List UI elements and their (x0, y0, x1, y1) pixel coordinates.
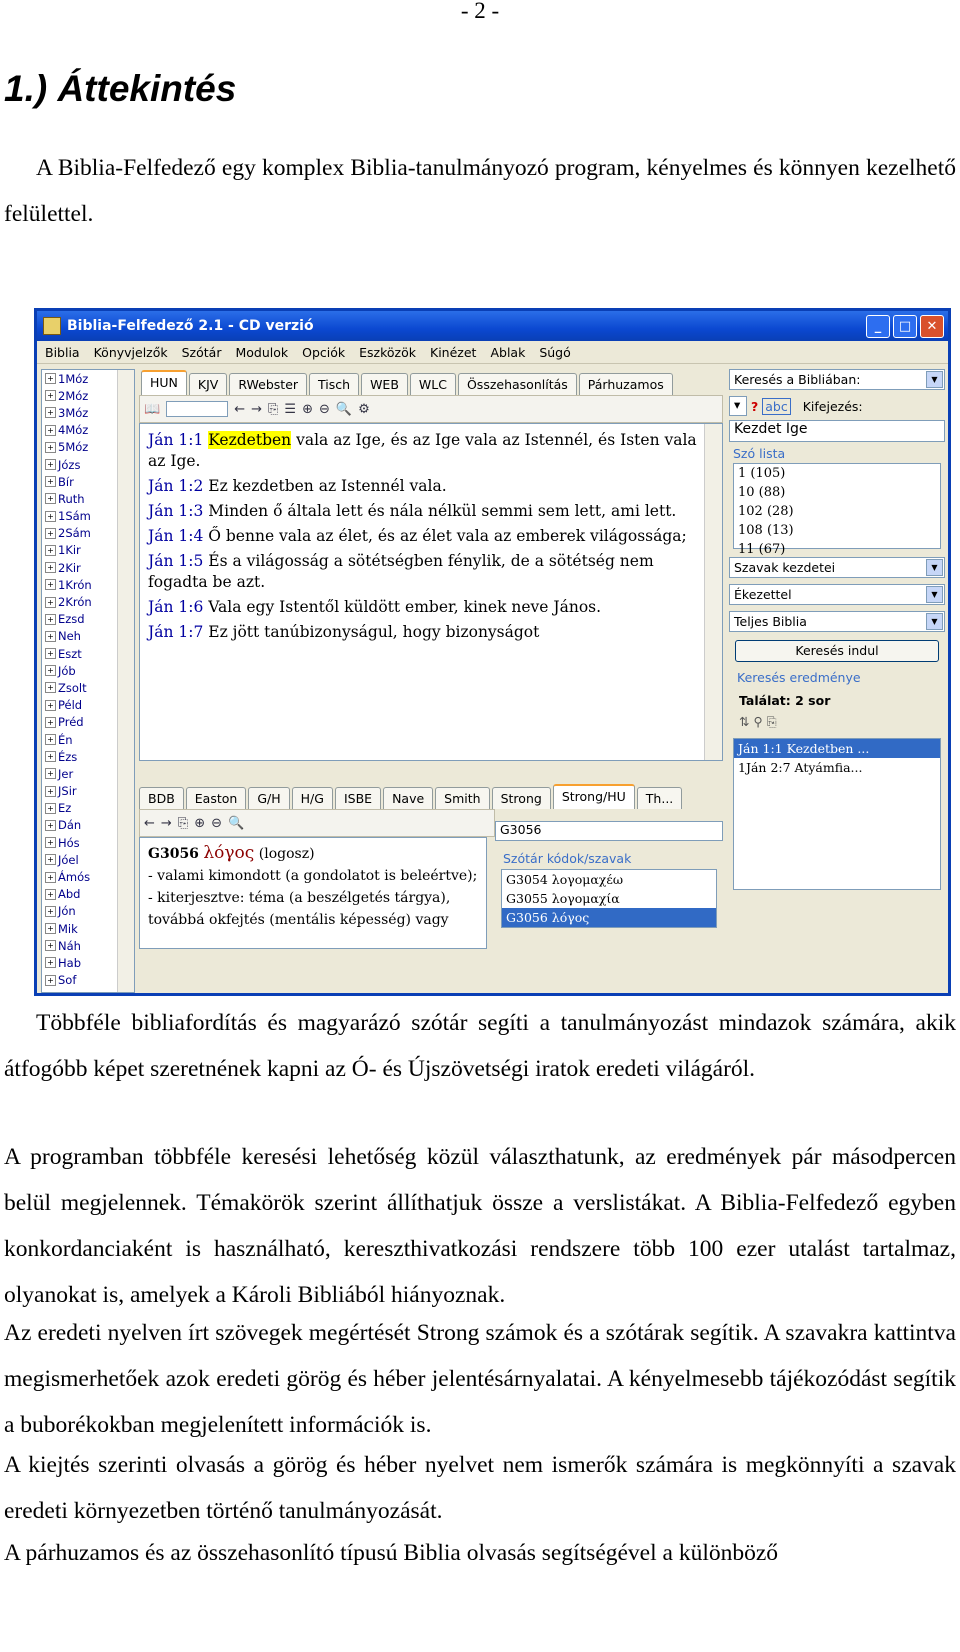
expand-icon[interactable]: + (45, 751, 56, 762)
back-icon[interactable]: ← (234, 401, 246, 417)
tab-nave[interactable]: Nave (383, 787, 433, 809)
book-label: Mik (58, 921, 78, 936)
word-list-label: Szó lista (733, 446, 786, 461)
expand-icon[interactable]: + (45, 803, 56, 814)
dict-forward-icon[interactable]: → (160, 815, 172, 831)
app-icon (43, 317, 61, 335)
results-list (733, 738, 941, 890)
expand-icon[interactable]: + (45, 425, 56, 436)
code-item[interactable]: G3054 λογομαχέω (506, 872, 624, 887)
dict-greek: λόγος (203, 843, 255, 863)
book-label: Jer (58, 766, 74, 781)
book-label: Jón (58, 904, 76, 919)
expand-icon[interactable]: + (45, 923, 56, 934)
verse-text: Vala egy Istentől küldött ember, kinek neve János. (208, 598, 602, 616)
expand-icon[interactable]: + (45, 390, 56, 401)
verse-text: És a világosság a sötétségben fénylik, de a sötétség nem fogadta be azt. (148, 552, 654, 591)
book-label: 1Kir (58, 543, 81, 558)
code-list (501, 869, 717, 928)
tab-easton[interactable]: Easton (186, 787, 247, 809)
tab-hun[interactable]: HUN (141, 370, 187, 395)
menu-eszkozok[interactable]: Eszközök (359, 344, 417, 360)
book-label: JSir (58, 784, 77, 799)
copy-results-icon[interactable]: ⎘ (766, 714, 777, 729)
expand-icon[interactable]: + (45, 957, 56, 968)
expand-icon[interactable]: + (45, 459, 56, 470)
book-label: Péld (58, 698, 83, 713)
book-label: Náh (58, 938, 81, 953)
verse-ref[interactable]: Ján 1:2 (148, 477, 204, 495)
expand-icon[interactable]: + (45, 614, 56, 625)
book-label: 1Sám (58, 509, 91, 524)
expand-icon[interactable]: + (45, 648, 56, 659)
tab-gh[interactable]: G/H (248, 787, 289, 809)
format-icon[interactable]: ☰ (284, 401, 297, 417)
title-bar (37, 311, 948, 341)
verse-ref[interactable]: Ján 1:7 (148, 623, 204, 641)
zoom-in-icon[interactable]: ⊕ (302, 401, 313, 417)
start-search-button[interactable]: Keresés indul (735, 640, 939, 662)
tab-bdb[interactable]: BDB (139, 787, 184, 809)
menu-biblia[interactable]: Biblia (45, 344, 80, 360)
word-list (733, 463, 941, 557)
expr-input[interactable]: Kezdet Ige (729, 420, 945, 442)
book-label: 2Krón (58, 595, 92, 610)
tab-parhuzamos[interactable]: Párhuzamos (579, 373, 673, 395)
dict-back-icon[interactable]: ← (144, 815, 155, 831)
expand-icon[interactable]: + (45, 373, 56, 384)
verse-ref[interactable]: Ján 1:3 (148, 502, 204, 520)
paragraph-1 (4, 1000, 956, 1092)
results-label: Keresés eredménye (737, 670, 861, 685)
paragraph-4: A kiejtés szerinti olvasás a görög és héber nyelvet nem ismerők számára is megkönnyíti a szavak eredeti környezetben történő tanulmányozását. (4, 1452, 956, 1524)
verse-ref[interactable]: Ján 1:5 (148, 552, 204, 570)
tab-isbe[interactable]: ISBE (335, 787, 381, 809)
tab-rwebster[interactable]: RWebster (229, 373, 307, 395)
menu-modulok[interactable]: Modulok (235, 344, 289, 360)
dict-line: - kiterjesztve: téma (a beszélgetés tárgya), (148, 890, 451, 906)
book-label: Ámós (58, 870, 91, 885)
word-item[interactable]: 102 (28) (738, 504, 794, 519)
chevron-down-icon: ▼ (926, 559, 943, 576)
expand-icon[interactable]: + (45, 562, 56, 573)
expand-icon[interactable]: + (45, 717, 56, 728)
code-search-panel (495, 821, 723, 928)
word-item[interactable]: 108 (13) (738, 523, 794, 538)
dict-code: G3056 (148, 846, 199, 862)
chevron-down-icon: ▼ (926, 371, 943, 388)
filter-icon[interactable]: ⚲ (753, 714, 763, 729)
verse-ref[interactable]: Ján 1:4 (148, 527, 204, 545)
word-item[interactable]: 11 (67) (738, 542, 786, 557)
menu-szotar[interactable]: Szótár (181, 344, 222, 360)
book-label: Hab (58, 955, 81, 970)
page-number: - 2 - (460, 0, 500, 23)
text-scrollbar[interactable] (704, 424, 722, 760)
book-label: 1Krón (58, 577, 92, 592)
maximize-icon[interactable]: □ (893, 315, 917, 338)
expand-icon[interactable]: + (45, 700, 56, 711)
expand-icon[interactable]: + (45, 493, 56, 504)
expand-icon[interactable]: + (45, 872, 56, 883)
code-item[interactable]: G3055 λογομαχία (506, 891, 620, 906)
book-label: 4Móz (58, 423, 89, 438)
section-heading: 1.) Áttekintés (4, 68, 237, 109)
dict-copy-icon[interactable]: ⎘ (177, 815, 189, 831)
result-item[interactable]: 1Ján 2:7 Atyámfia... (738, 760, 863, 775)
paragraph-1-text: Többféle bibliafordítás és magyarázó szótár segíti a tanulmányozást mindazok számára, akik átfogóbb képet szeretnének kapni az Ó- és Újszövetségi iratok eredeti világáról. (4, 1010, 956, 1082)
verse (148, 501, 700, 522)
settings-icon[interactable]: ⚙ (358, 401, 370, 417)
book-label: Préd (58, 715, 84, 730)
tree-scrollbar[interactable] (117, 370, 134, 992)
book-label: 2Móz (58, 388, 89, 403)
book-label: Jób (58, 663, 76, 678)
tab-strong-hu[interactable]: Strong/HU (553, 784, 635, 809)
expand-icon[interactable]: + (45, 889, 56, 900)
expand-icon[interactable]: + (45, 854, 56, 865)
book-label: 2Sám (58, 526, 91, 541)
book-label: Bír (58, 474, 74, 489)
option-select-1[interactable]: Szavak kezdetei ▼ (729, 557, 945, 578)
option-select-3[interactable]: Teljes Biblia ▼ (729, 611, 945, 632)
verse-ref[interactable]: Ján 1:6 (148, 598, 204, 616)
book-label: 2Kir (58, 560, 81, 575)
tab-hg[interactable]: H/G (292, 787, 333, 809)
verse (148, 551, 700, 593)
menu-bar (37, 341, 948, 364)
bible-toolbar (139, 395, 723, 423)
close-icon[interactable]: ✕ (920, 315, 944, 338)
book-label: Zsolt (58, 680, 87, 695)
menu-konyvjelzok[interactable]: Könyvjelzők (93, 344, 168, 360)
intro-paragraph (4, 145, 956, 237)
expand-icon[interactable]: + (45, 476, 56, 487)
verse-text: Minden ő általa lett és nála nélkül semmi sem lett, ami lett. (208, 502, 677, 520)
book-label: Neh (58, 629, 81, 644)
search-icon[interactable]: 🔍 (335, 401, 353, 417)
expand-icon[interactable]: + (45, 528, 56, 539)
search-mode-select[interactable]: Keresés a Bibliában: ▼ (729, 369, 945, 390)
expand-icon[interactable]: + (45, 665, 56, 676)
verse (148, 526, 700, 547)
expand-icon[interactable]: + (45, 940, 56, 951)
book-label: Abd (58, 887, 81, 902)
book-label: Hós (58, 835, 80, 850)
verse (148, 430, 700, 472)
book-label: Sof (58, 973, 77, 988)
results-toolbar (739, 714, 945, 730)
book-label: Ruth (58, 491, 85, 506)
code-item-selected[interactable]: G3056 λόγος (502, 908, 716, 927)
menu-sugo[interactable]: Súgó (539, 344, 571, 360)
paragraph-3: Az eredeti nyelven írt szövegek megértését Strong számok és a szótárak segítik. A szavakra kattintva megismerhetőek azok eredeti görög és héber jelentésárnyalatai. A kényelmesebb tájékozódást segítik a buborékokban megjelenített információk is. (4, 1320, 956, 1438)
dict-zoom-in-icon[interactable]: ⊕ (194, 815, 206, 831)
option-select-2[interactable]: Ékezettel ▼ (729, 584, 945, 605)
tab-web[interactable]: WEB (361, 373, 408, 395)
word-item[interactable]: 10 (88) (738, 485, 786, 500)
sort-icon[interactable]: ⇅ (739, 714, 750, 729)
copy-icon[interactable]: ⎘ (268, 401, 279, 417)
expand-icon[interactable]: + (45, 631, 56, 642)
menu-opciok[interactable]: Opciók (302, 344, 346, 360)
tab-strong[interactable]: Strong (492, 787, 551, 809)
dict-zoom-out-icon[interactable]: ⊖ (211, 815, 223, 831)
code-input[interactable]: G3056 (495, 821, 723, 841)
book-label: Én (58, 732, 73, 747)
expand-icon[interactable]: + (45, 442, 56, 453)
dict-line: - valami kimondott (a gondolatot is beleértve); (148, 868, 478, 884)
expand-icon[interactable]: + (45, 820, 56, 831)
word-item[interactable]: 1 (105) (738, 466, 786, 481)
book-icon[interactable]: 📖 (144, 401, 161, 417)
dict-search-icon[interactable]: 🔍 (228, 815, 245, 831)
menu-ablak[interactable]: Ablak (490, 344, 526, 360)
verse-ref[interactable]: Ján 1:1 (148, 431, 204, 449)
expr-label: Kifejezés: (802, 398, 863, 414)
code-group-label: Szótár kódok/szavak (503, 851, 632, 866)
expand-icon[interactable]: + (45, 768, 56, 779)
expand-icon[interactable]: + (45, 545, 56, 556)
book-tree (41, 369, 135, 993)
verse-text: Ő benne vala az élet, és az élet vala az emberek világossága; (208, 527, 687, 545)
hits-count: Találat: 2 sor (739, 693, 831, 708)
abc-icon[interactable]: abc (762, 398, 790, 415)
dropdown-icon[interactable]: ▾ (729, 396, 747, 416)
search-panel (729, 369, 945, 898)
verse-input[interactable] (166, 401, 228, 417)
tab-th[interactable]: Th... (637, 787, 682, 809)
book-label: Ezsd (58, 612, 85, 627)
book-label: 3Móz (58, 405, 89, 420)
verse (148, 476, 700, 497)
expand-icon[interactable]: + (45, 975, 56, 986)
expand-icon[interactable]: + (45, 734, 56, 745)
result-item-selected[interactable]: Ján 1:1 Kezdetben ... (734, 739, 940, 758)
dict-toolbar (139, 809, 495, 837)
chevron-down-icon: ▼ (926, 613, 943, 630)
verse-highlight: Kezdetben (208, 431, 292, 449)
app-screenshot (34, 308, 951, 996)
book-label: Ézs (58, 749, 78, 764)
window-title: Biblia-Felfedező 2.1 - CD verzió (67, 318, 314, 334)
minimize-icon[interactable]: _ (866, 315, 890, 338)
expand-icon[interactable]: + (45, 511, 56, 522)
tab-osszehasonlitas[interactable]: Összehasonlítás (458, 373, 577, 395)
dict-translit: (logosz) (258, 846, 315, 862)
tab-kjv[interactable]: KJV (189, 373, 227, 395)
forward-icon[interactable]: → (251, 401, 262, 417)
verse-text: Ez jött tanúbizonyságul, hogy bizonyságot (208, 623, 540, 641)
chevron-down-icon: ▼ (926, 586, 943, 603)
expand-icon[interactable]: + (45, 407, 56, 418)
book-label: Ez (58, 801, 72, 816)
paragraph-2: A programban többféle keresési lehetőség közül választhatunk, az eredmények pár másodpercen belül megjelennek. Témakörök szerint állíthatjuk össze a verslistákat. A Biblia-Felfedező egyben konkordanciaként is használható, kereszthivatkozási rendszere több 100 ezer utalást tartalmaz, olyanokat is, amelyek a Károli Bibliából hiányoznak. (4, 1144, 956, 1308)
book-label: 1Móz (58, 371, 89, 386)
paragraph-5: A párhuzamos és az összehasonlító típusú Biblia olvasás segítségével a különböző (4, 1540, 779, 1566)
expand-icon[interactable]: + (45, 837, 56, 848)
expand-icon[interactable]: + (45, 906, 56, 917)
verse (148, 597, 700, 618)
menu-kinezet[interactable]: Kinézet (430, 344, 477, 360)
verse (148, 622, 700, 643)
dict-line: továbbá okfejtés (mentális képesség) vagy (148, 912, 449, 928)
help-icon[interactable]: ? (751, 398, 759, 414)
book-label: Józs (58, 457, 81, 472)
book-label: Dán (58, 818, 82, 833)
tab-tisch[interactable]: Tisch (309, 373, 359, 395)
expand-icon[interactable]: + (45, 597, 56, 608)
book-label: Jóel (58, 852, 79, 867)
book-label: 5Móz (58, 440, 89, 455)
verse-text: vala az Ige, és az Ige vala az Istennél, és Isten vala az Ige. (148, 431, 697, 470)
zoom-out-icon[interactable]: ⊖ (318, 401, 330, 417)
expand-icon[interactable]: + (45, 786, 56, 797)
book-label: Eszt (58, 646, 82, 661)
dictionary-text (139, 837, 487, 949)
expand-icon[interactable]: + (45, 682, 56, 693)
tab-smith[interactable]: Smith (435, 787, 489, 809)
intro-text: A Biblia-Felfedező egy komplex Biblia-tanulmányozó program, kényelmes és könnyen kezelhető felülettel. (4, 155, 956, 227)
verse-text: Ez kezdetben az Istennél vala. (208, 477, 447, 495)
bible-text-area (139, 423, 723, 761)
tab-wlc[interactable]: WLC (410, 373, 456, 395)
expand-icon[interactable]: + (45, 579, 56, 590)
